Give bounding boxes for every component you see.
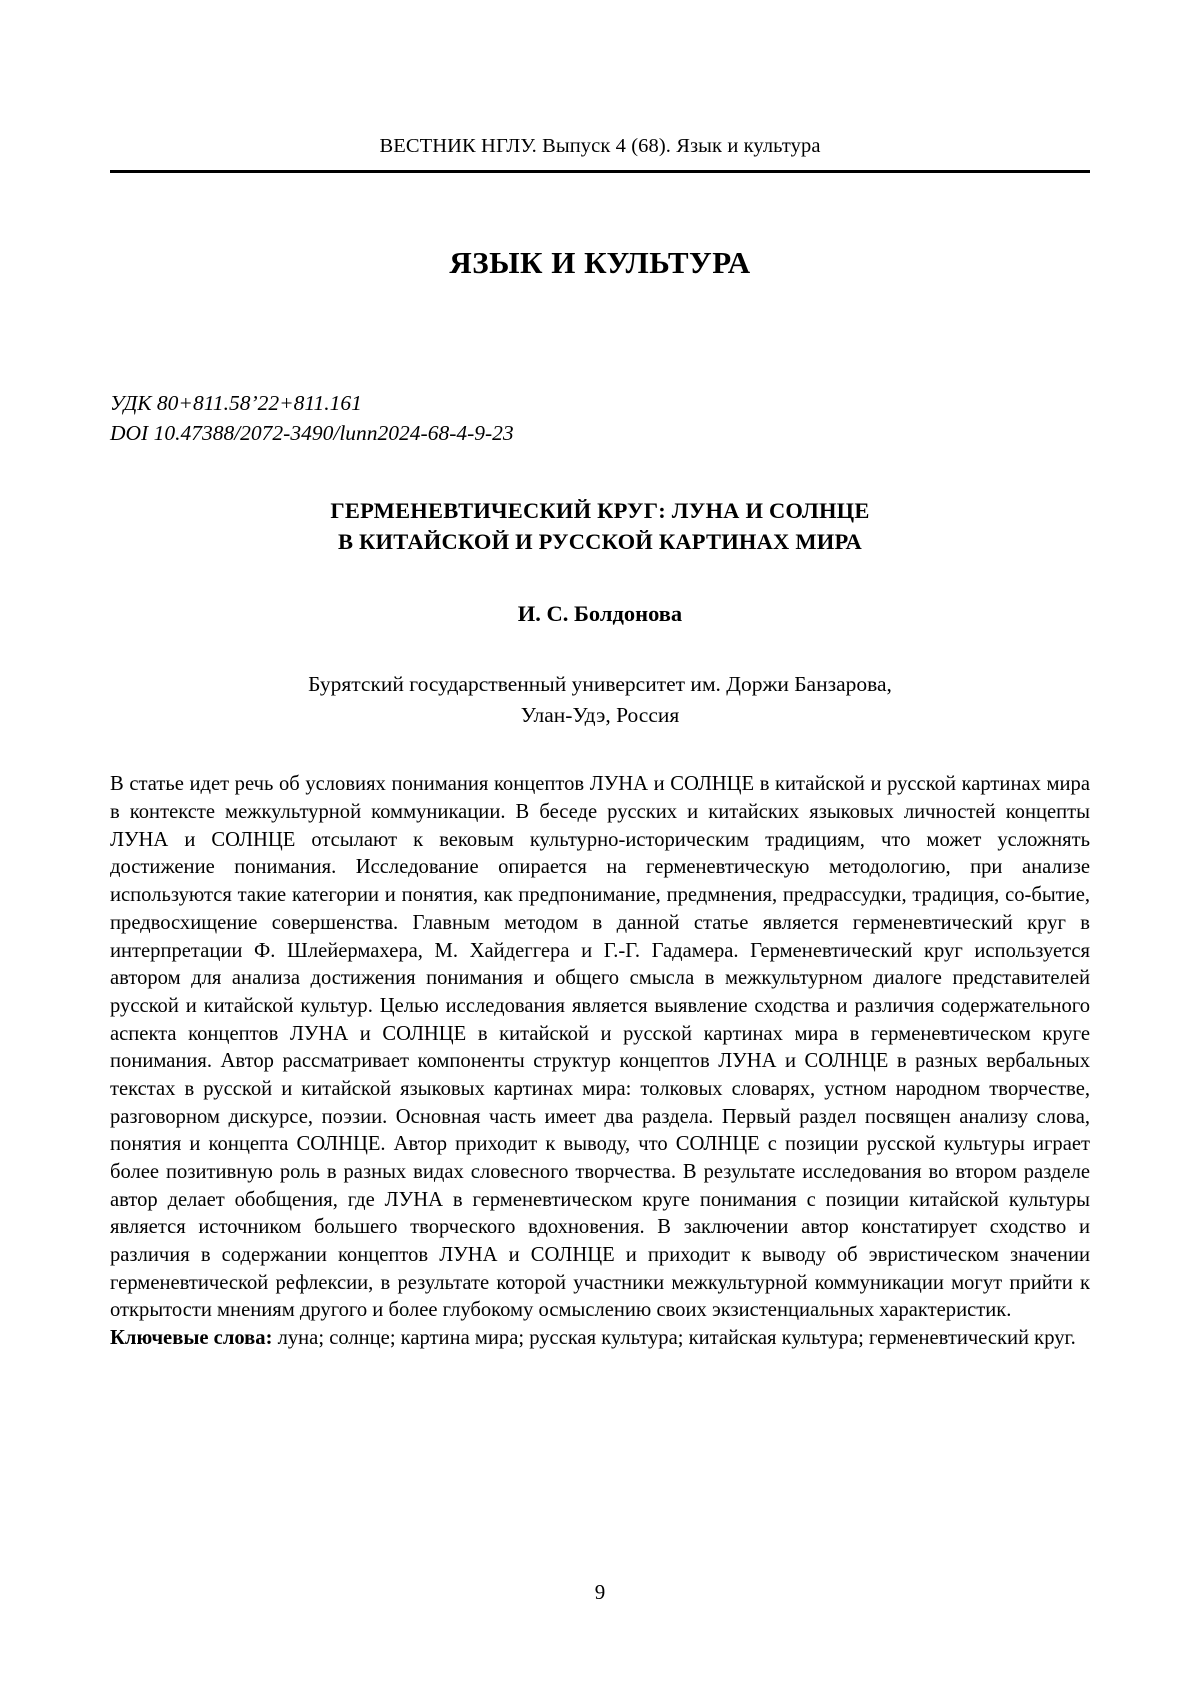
keywords	[110, 1325, 1090, 1353]
article-title	[110, 496, 1090, 557]
doi-code: DOI 10.47388/2072-3490/lunn2024-68-4-9-23	[110, 420, 514, 445]
article-title-line-2: В КИТАЙСКОЙ И РУССКОЙ КАРТИНАХ МИРА	[338, 528, 862, 554]
header-rule	[110, 170, 1090, 173]
section-title: ЯЗЫК И КУЛЬТУРА	[449, 245, 751, 280]
abstract	[110, 771, 1090, 1325]
udk-doi-block	[110, 389, 1090, 448]
abstract-text: В статье идет речь об условиях понимания концептов ЛУНА и СОЛНЦЕ в китайской и русской картинах мира в контексте межкультурной коммуникации. В беседе русских и китайских языковых личностей концепты ЛУНА и СОЛНЦЕ отсылают к вековым культурно-историческим традициям, что может усложнять достижение понимания. Исследование опирается на герменевтическую методологию, при анализе используются такие категории и понятия, как предпонимание, предмнения, предрассудки, традиция, со-бытие, предвосхищение совершенства. Главным методом в данной статье является герменевтический круг в интерпретации Ф. Шлейермахера, М. Хайдеггера и Г.-Г. Гадамера. Герменевтический круг используется автором для анализа достижения понимания и общего смысла в межкультурном диалоге представителей русской и китайской культур. Целью исследования является выявление сходства и различия содержательного аспекта концептов ЛУНА и СОЛНЦЕ в китайской и русской картинах мира в герменевтическом круге понимания. Автор рассматривает компоненты структур концептов ЛУНА и СОЛНЦЕ в разных вербальных текстах в русской и китайской языковых картинах мира: толковых словарях, устном народном творчестве, разговорном дискурсе, поэзии. Основная часть имеет два раздела. Первый раздел посвящен анализу слова, понятия и концепта СОЛНЦЕ. Автор приходит к выводу, что СОЛНЦЕ с позиции русской культуры играет более позитивную роль в разных видах словесного творчества. В результате исследования во втором разделе автор делает обобщения, где ЛУНА в герменевтическом круге понимания с позиции китайской культуры является источником большего творческого вдохновения. В заключении автор констатирует сходство и различия в содержании концептов ЛУНА и СОЛНЦЕ и приходит к выводу об эвристическом значении герменевтической рефлексии, в результате которой участники межкультурной коммуникации могут прийти к открытости мнениям другого и более глубокому осмыслению своих экзистенциальных характеристик.	[110, 773, 1090, 1322]
affiliation	[110, 669, 1090, 731]
keywords-label: Ключевые слова:	[110, 1327, 273, 1350]
udk-code: УДК 80+811.58’22+811.161	[110, 391, 362, 415]
affiliation-line-2: Улан-Удэ, Россия	[520, 703, 680, 728]
page-number: 9	[594, 1580, 606, 1604]
author-name: И. С. Болдонова	[517, 601, 683, 627]
page-content	[110, 135, 1090, 1353]
affiliation-line-1: Бурятский государственный университет им. Доржи Банзарова,	[308, 672, 892, 697]
keywords-text: луна; солнце; картина мира; русская культура; китайская культура; герменевтический круг.	[272, 1327, 1076, 1350]
article-title-line-1: ГЕРМЕНЕВТИЧЕСКИЙ КРУГ: ЛУНА И СОЛНЦЕ	[330, 498, 870, 524]
running-head: ВЕСТНИК НГЛУ. Выпуск 4 (68). Язык и культура	[379, 135, 821, 157]
